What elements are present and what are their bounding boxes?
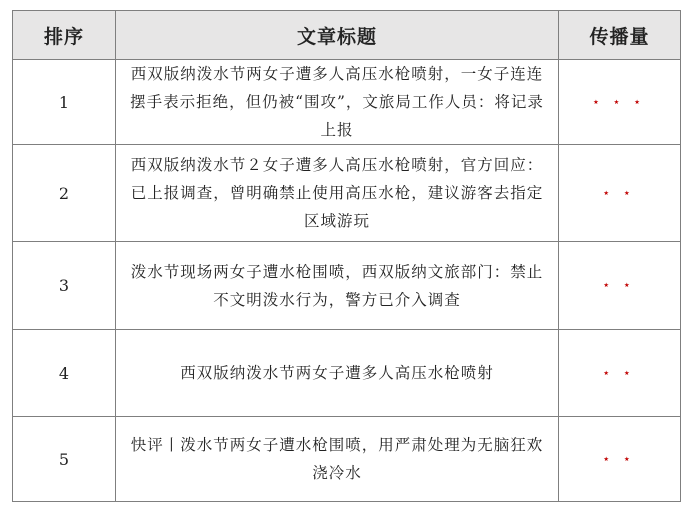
reach-stars: [559, 330, 681, 417]
article-title-cell: 西双版纳泼水节两女子遭多人高压水枪喷射: [116, 330, 559, 417]
reach-column-header: 传播量: [559, 11, 681, 60]
star-rating-icon: ⭑ ⭑: [603, 453, 636, 465]
table-row: [13, 145, 681, 242]
ranking-table-container: [12, 10, 680, 497]
title-column-header: 文章标题: [116, 11, 559, 60]
reach-stars: [559, 242, 681, 330]
article-title-cell: 泼水节现场两女子遭水枪围喷，西双版纳文旅部门：禁止不文明泼水行为，警方已介入调查: [116, 242, 559, 330]
rank-column-header: 排序: [13, 11, 116, 60]
rank-cell: 4: [13, 330, 116, 417]
table-row: [13, 417, 681, 502]
table-row: [13, 60, 681, 145]
reach-stars: [559, 145, 681, 242]
article-title-cell: 西双版纳泼水节２女子遭多人高压水枪喷射，官方回应：已上报调查，曾明确禁止使用高压水枪，建议游客去指定区域游玩: [116, 145, 559, 242]
article-title-cell: 快评丨泼水节两女子遭水枪围喷，用严肃处理为无脑狂欢浇冷水: [116, 417, 559, 502]
article-title-cell: 西双版纳泼水节两女子遭多人高压水枪喷射，一女子连连摆手表示拒绝，但仍被“围攻”，文旅局工作人员：将记录上报: [116, 60, 559, 145]
table-row: [13, 330, 681, 417]
star-rating-icon: ⭑ ⭑: [603, 280, 636, 291]
star-rating-icon: ⭑ ⭑: [603, 367, 636, 379]
star-rating-icon: ⭑ ⭑: [603, 187, 636, 199]
star-rating-icon: ⭑ ⭑ ⭑: [593, 96, 646, 108]
reach-stars: [559, 60, 681, 145]
rank-cell: 2: [13, 145, 116, 242]
reach-stars: [559, 417, 681, 502]
header-row: [13, 11, 681, 60]
rank-cell: 1: [13, 60, 116, 145]
article-ranking-table: [12, 10, 681, 502]
rank-cell: 3: [13, 242, 116, 330]
table-row: [13, 242, 681, 330]
rank-cell: 5: [13, 417, 116, 502]
